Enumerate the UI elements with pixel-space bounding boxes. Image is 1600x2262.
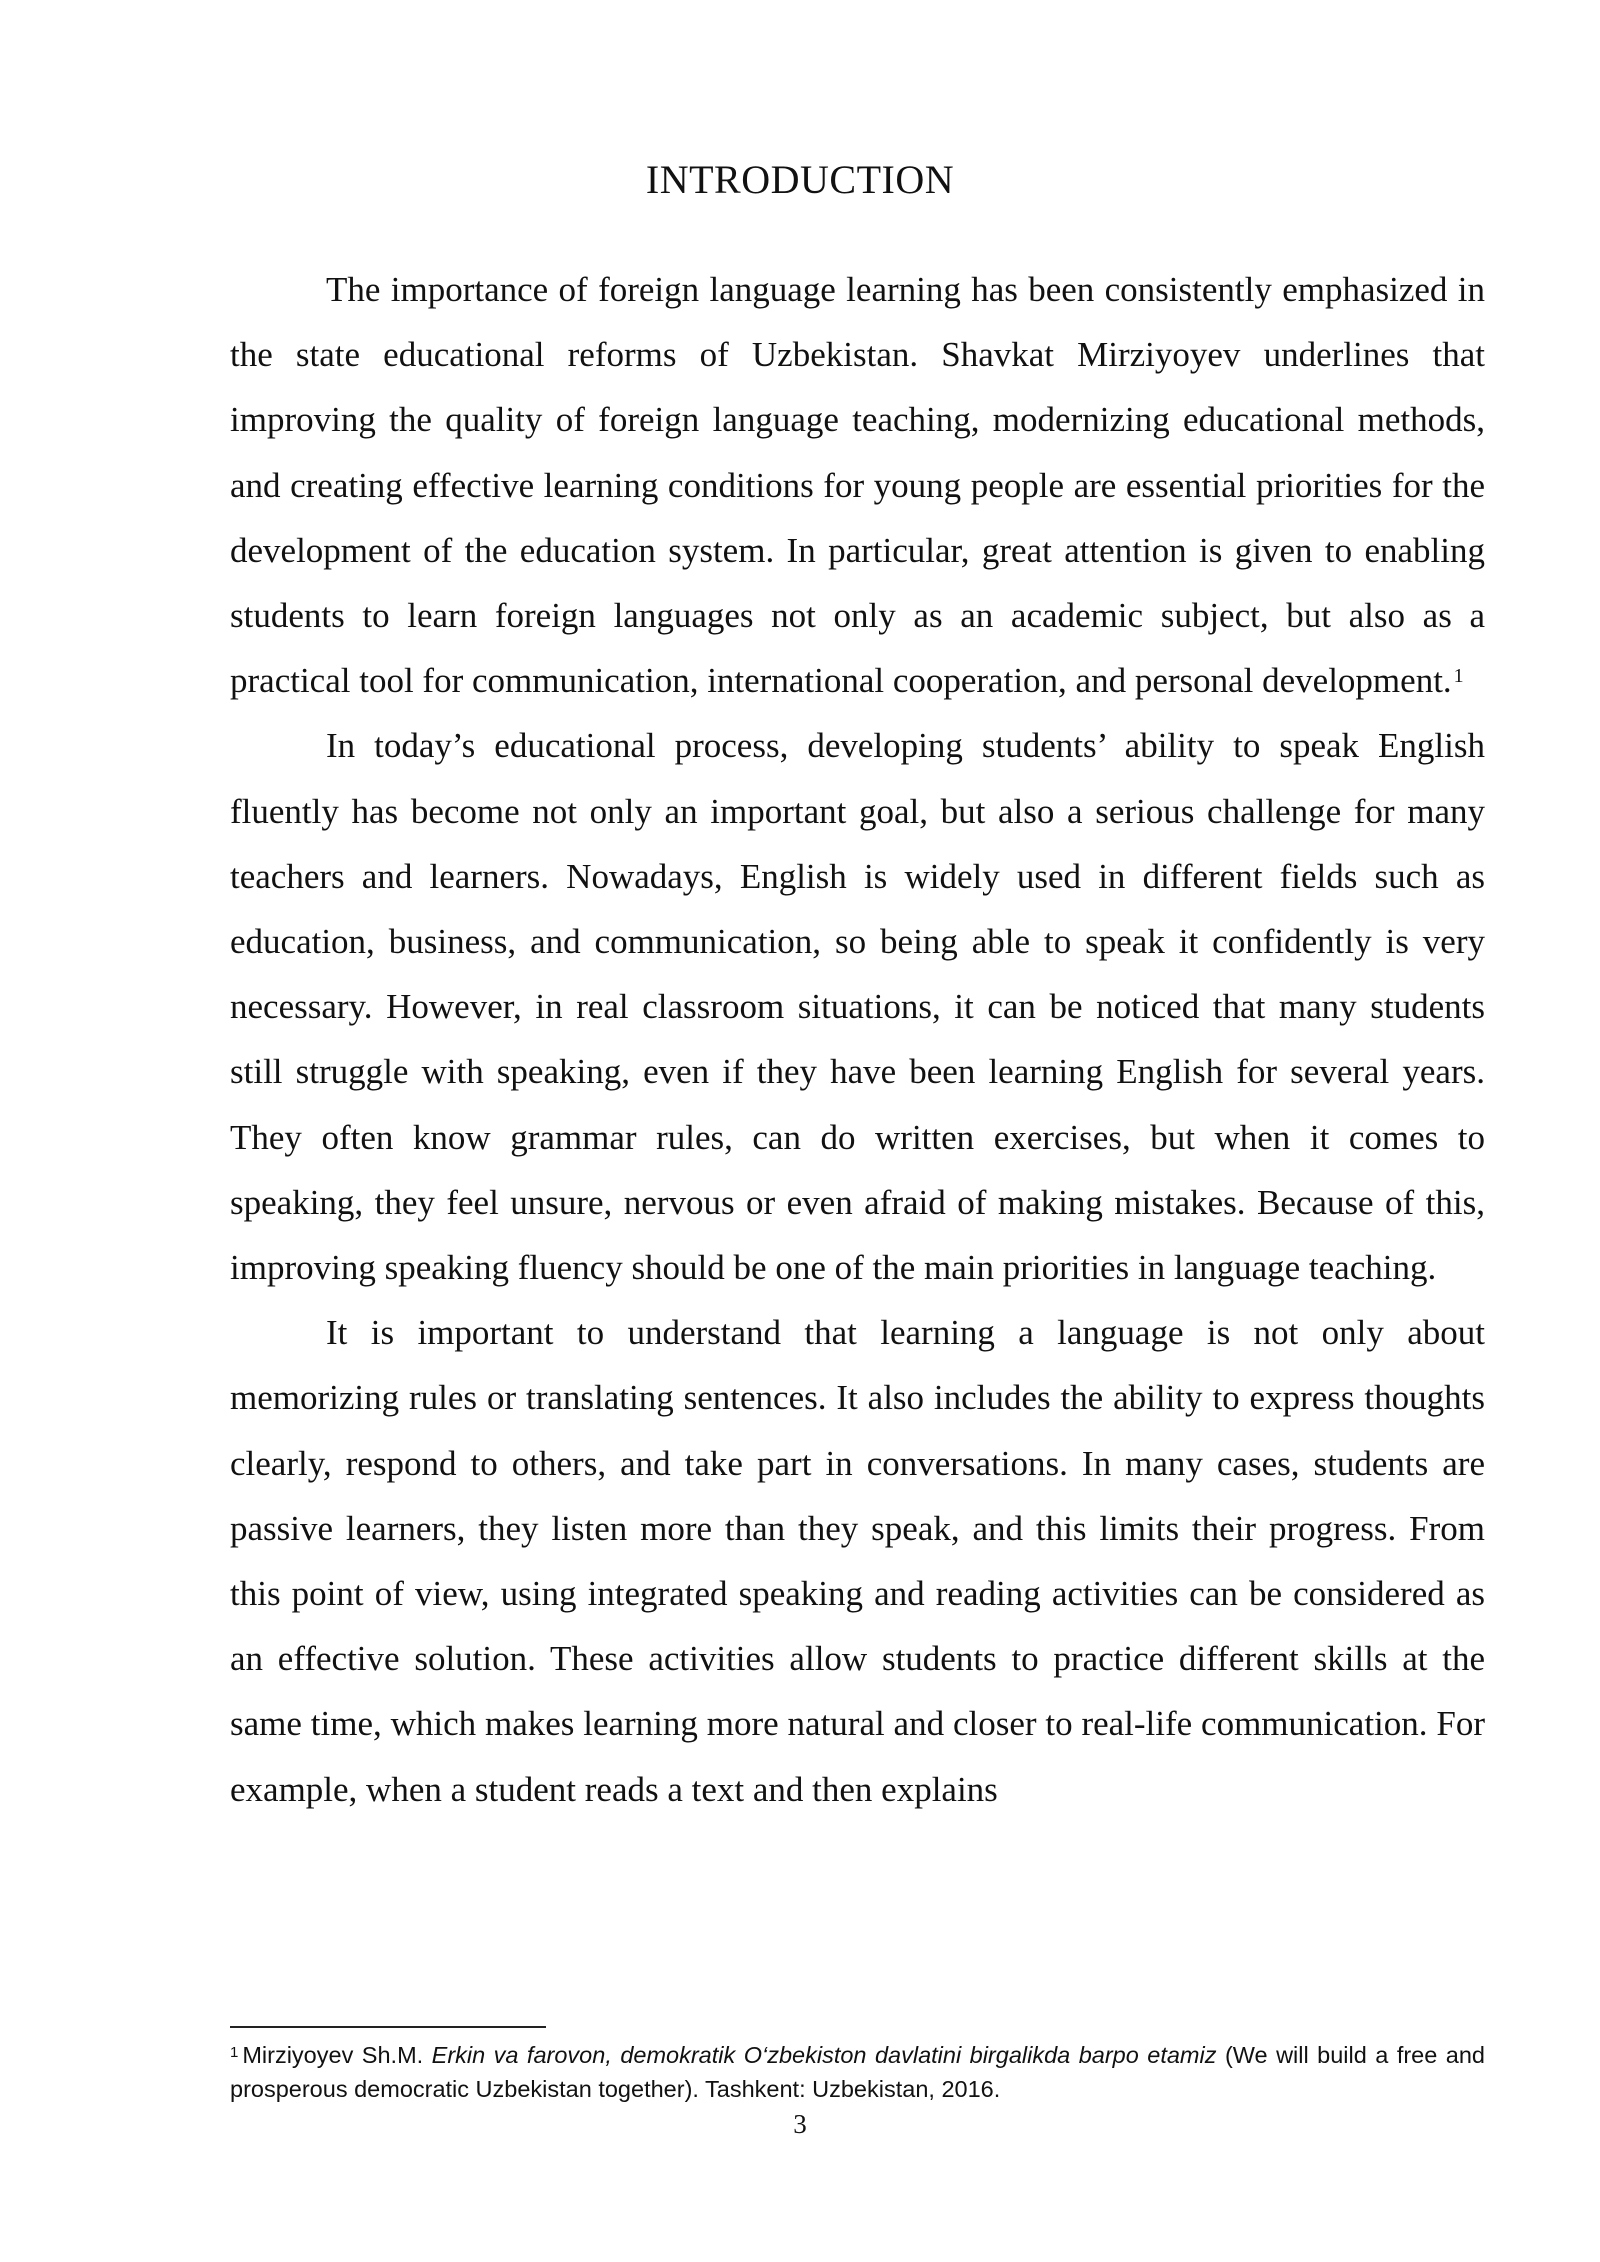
paragraph-text: It is important to understand that learning a language is not only about memorizing rules or translating sentences. It also includes the ability to express thoughts clearly, respond to others, and take part in conversations. In many cases, students are passive learners, they listen more than they speak, and this limits their progress. From this point of view, using integrated speaking and reading activities can be considered as an effective solution. These activities allow students to practice different skills at the same time, which makes learning more natural and closer to real-life communication. For example, when a student reads a text and then explains bbox=[230, 1313, 1485, 1809]
footnote bbox=[230, 2038, 1485, 2106]
footnote-details: (We will build a free and prosperous democratic Uzbekistan together). Tashkent: Uzbekistan, 2016. bbox=[230, 2042, 1485, 2102]
page-title: INTRODUCTION bbox=[645, 157, 955, 202]
footnote-number: 1 bbox=[230, 2044, 239, 2061]
body-text bbox=[230, 257, 1485, 1822]
paragraph-text: In today’s educational process, developing students’ ability to speak English fluently has become not only an important goal, but also a serious challenge for many teachers and learners. Nowadays, English is widely used in different fields such as education, business, and communication, so being able to speak it confidently is very necessary. However, in real classroom situations, it can be noticed that many students still struggle with speaking, even if they have been learning English for several years. They often know grammar rules, can do written exercises, but when it comes to speaking, they feel unsure, nervous or even afraid of making mistakes. Because of this, improving speaking fluency should be one of the main priorities in language teaching. bbox=[230, 726, 1485, 1288]
paragraph bbox=[230, 713, 1485, 1300]
paragraph bbox=[230, 1300, 1485, 1822]
paragraph bbox=[230, 257, 1485, 713]
paragraph-text: The importance of foreign language learning has been consistently emphasized in the state educational reforms of Uzbekistan. Shavkat Mirziyoyev underlines that improving the quality of foreign language teaching, modernizing educational methods, and creating effective learning conditions for young people are essential priorities for the development of the education system. In particular, great attention is given to enabling students to learn foreign languages not only as an academic subject, but also as a practical tool for communication, international cooperation, and personal development. bbox=[230, 270, 1485, 701]
page-number: 3 bbox=[793, 2109, 807, 2139]
footnote-separator bbox=[230, 2026, 546, 2028]
footnote-author: Mirziyoyev Sh.M. bbox=[242, 2042, 424, 2068]
footnote-title: Erkin va farovon, demokratik O‘zbekiston davlatini birgalikda barpo etamiz bbox=[431, 2042, 1217, 2068]
footnote-reference[interactable]: 1 bbox=[1453, 665, 1464, 688]
